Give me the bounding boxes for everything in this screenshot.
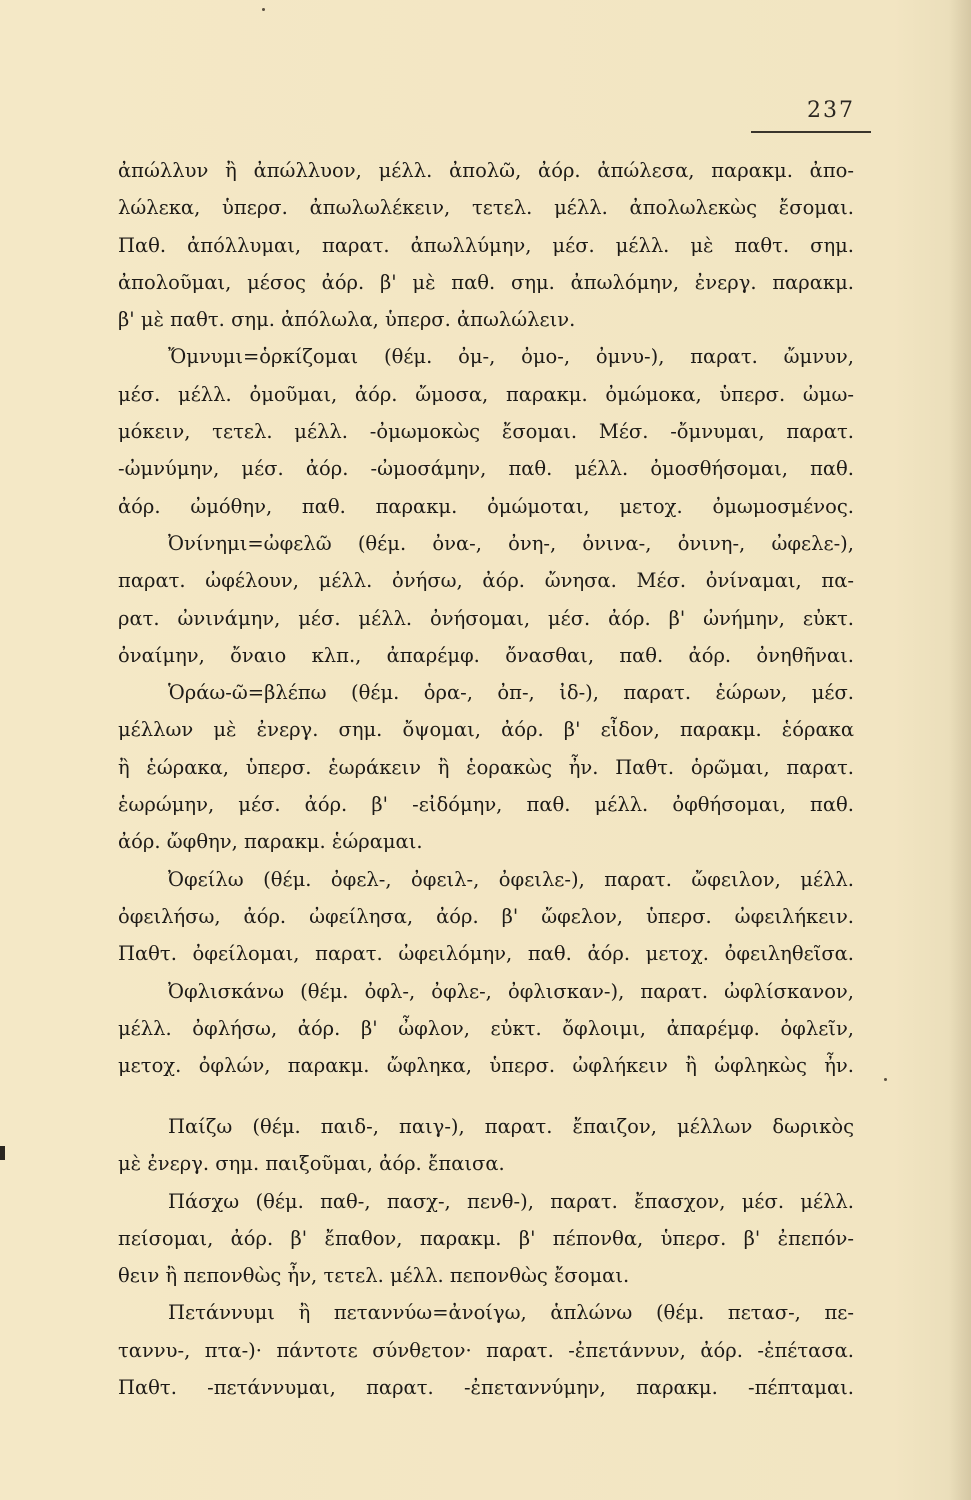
text-line: μὲ ἐνεργ. σημ. παιξοῦμαι, ἀόρ. ἔπαισα. [118, 1152, 505, 1176]
text-line: μέσ. μέλλ. ὀμοῦμαι, ἀόρ. ὤμοσα, παρακμ. ὀμώμοκα, ὑπερσ. ὠμω- [118, 382, 854, 406]
entry-heading-line: Ὀφλισκάνω (θέμ. ὀφλ-, ὀφλε-, ὀφλισκαν-), παρατ. ὠφλίσκανον, [168, 979, 854, 1003]
text-line: μετοχ. ὀφλών, παρακμ. ὤφληκα, ὑπερσ. ὠφλήκειν ἢ ὠφληκὼς ἦν. [118, 1054, 854, 1078]
text-line: μόκειν, τετελ. μέλλ. -ὀμωμοκὼς ἔσομαι. Μέσ. -ὄμνυμαι, παρατ. [118, 420, 854, 444]
text-line: ὀναίμην, ὄναιο κλπ., ἀπαρέμφ. ὄνασθαι, παθ. ἀόρ. ὀνηθῆναι. [118, 643, 854, 667]
text-line: πείσομαι, ἀόρ. β' ἔπαθον, παρακμ. β' πέπονθα, ὑπερσ. β' ἐπεπόν- [118, 1226, 854, 1250]
text-line: λώλεκα, ὑπερσ. ἀπωλωλέκειν, τετελ. μέλλ. ἀπολωλεκὼς ἔσομαι. [118, 196, 854, 220]
paper-speck [884, 1078, 887, 1081]
text-line: ἀπολοῦμαι, μέσος ἀόρ. β' μὲ παθ. σημ. ἀπωλόμην, ἐνεργ. παρακμ. [118, 270, 854, 294]
margin-mark [0, 1146, 5, 1160]
entry-heading-line: Ὀνίνημι=ὠφελῶ (θέμ. ὀνα-, ὀνη-, ὀνινα-, ὀνινη-, ὠφελε-), [168, 531, 854, 555]
verb-entries-block-top [118, 152, 854, 1084]
text-line: ἀόρ. ὠμόθην, παθ. παρακμ. ὀμώμοται, μετοχ. ὀμωμοσμένος. [118, 494, 854, 518]
entry-heading-line: Πάσχω (θέμ. παθ-, πασχ-, πενθ-), παρατ. ἔπασχον, μέσ. μέλλ. [168, 1189, 854, 1213]
text-line: μέλλ. ὀφλήσω, ἀόρ. β' ὦφλον, εὐκτ. ὄφλοιμι, ἀπαρέμφ. ὀφλεῖν, [118, 1016, 854, 1040]
text-line: ταννυ-, πτα-)· πάντοτε σύνθετον· παρατ. -ἐπετάννυν, ἀόρ. -ἐπέτασα. [118, 1338, 854, 1362]
page-edge-shadow [949, 0, 971, 1500]
text-line: -ὠμνύμην, μέσ. ἀόρ. -ὠμοσάμην, παθ. μέλλ. ὀμοσθήσομαι, παθ. [118, 457, 854, 481]
entry-heading-line: Ὁράω-ῶ=βλέπω (θέμ. ὁρα-, ὀπ-, ἰδ-), παρατ. ἑώρων, μέσ. [168, 681, 854, 705]
verb-entries-block-bottom [118, 1108, 854, 1406]
entry-heading-line: Παίζω (θέμ. παιδ-, παιγ-), παρατ. ἔπαιζον, μέλλων δωρικὸς [168, 1115, 854, 1138]
header-rule [751, 131, 871, 133]
text-line: ἀπώλλυν ἢ ἀπώλλυον, μέλλ. ἀπολῶ, ἀόρ. ἀπώλεσα, παρακμ. ἀπο- [118, 159, 854, 182]
text-line: μέλλων μὲ ἐνεργ. σημ. ὄψομαι, ἀόρ. β' εἶδον, παρακμ. ἑόρακα [118, 718, 854, 742]
text-line: Παθ. ἀπόλλυμαι, παρατ. ἀπωλλύμην, μέσ. μέλλ. μὲ παθτ. σημ. [118, 233, 854, 257]
text-line: ρατ. ὠνινάμην, μέσ. μέλλ. ὀνήσομαι, μέσ. ἀόρ. β' ὠνήμην, εὐκτ. [118, 606, 854, 630]
text-line: β' μὲ παθτ. σημ. ἀπόλωλα, ὑπερσ. ἀπωλώλειν. [118, 308, 576, 332]
entry-heading-line: Ὀφείλω (θέμ. ὀφελ-, ὀφειλ-, ὀφειλε-), παρατ. ὤφειλον, μέλλ. [168, 867, 854, 891]
text-line: ἀόρ. ὤφθην, παρακμ. ἑώραμαι. [118, 830, 423, 854]
page-number: 237 [807, 98, 855, 123]
text-line: Παθτ. -πετάννυμαι, παρατ. -ἐπεταννύμην, παρακμ. -πέπταμαι. [118, 1376, 854, 1400]
text-line: ἑωρώμην, μέσ. ἀόρ. β' -εἰδόμην, παθ. μέλλ. ὀφθήσομαι, παθ. [118, 793, 854, 817]
text-line: ἢ ἑώρακα, ὑπερσ. ἑωράκειν ἢ ἑορακὼς ἦν. Παθτ. ὁρῶμαι, παρατ. [118, 755, 854, 779]
text-line: ὀφειλήσω, ἀόρ. ὠφείλησα, ἀόρ. β' ὤφελον, ὑπερσ. ὠφειλήκειν. [118, 904, 854, 928]
paper-speck [262, 8, 265, 11]
entry-heading-line: Ὄμνυμι=ὁρκίζομαι (θέμ. ὀμ-, ὀμο-, ὀμνυ-), παρατ. ὤμνυν, [168, 345, 854, 369]
entry-heading-line: Πετάννυμι ἢ πεταννύω=ἀνοίγω, ἁπλώνω (θέμ. πετασ-, πε- [168, 1301, 854, 1325]
text-line: Παθτ. ὀφείλομαι, παρατ. ὠφειλόμην, παθ. ἀόρ. μετοχ. ὀφειληθεῖσα. [118, 942, 854, 966]
text-line: θειν ἢ πεπονθὼς ἦν, τετελ. μέλλ. πεπονθὼς ἔσομαι. [118, 1264, 630, 1288]
text-line: παρατ. ὠφέλουν, μέλλ. ὀνήσω, ἀόρ. ὤνησα. Μέσ. ὀνίναμαι, πα- [118, 569, 854, 593]
